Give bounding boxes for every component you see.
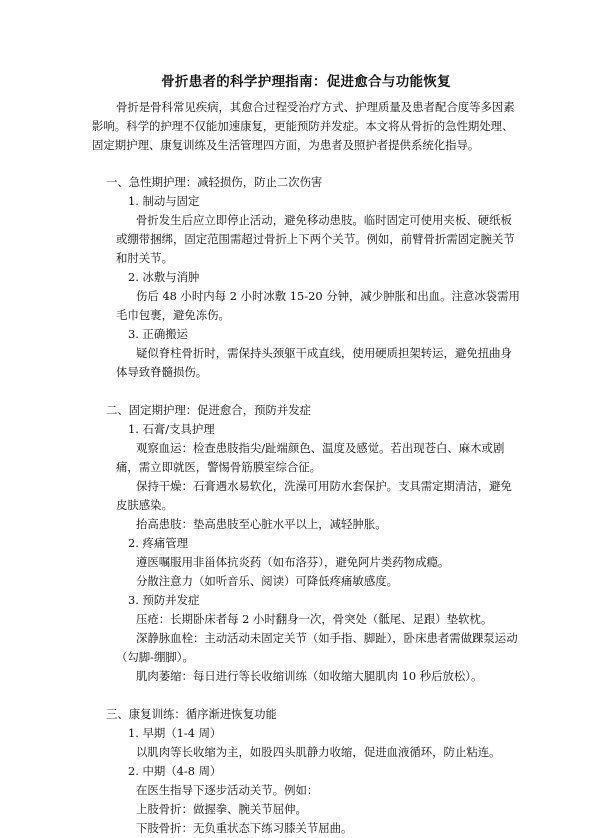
- paragraph: 伤后 48 小时内每 2 小时冰敷 15-20 分钟，减少肿胀和出血。注意冰袋需用毛巾包裹，避免冻伤。: [116, 289, 520, 322]
- paragraph: 抬高患肢：垫高患肢至心脏水平以上，减轻肿胀。: [136, 517, 387, 531]
- subsection-title: 3. 预防并发症: [128, 593, 200, 607]
- paragraph: 疑似脊柱骨折时，需保持头颈躯干成直线，使用硬质担架转运，避免扭曲身体导致脊髓损伤。: [116, 346, 512, 379]
- paragraph: 在医生指导下逐步活动关节。例如：: [136, 783, 319, 797]
- paragraph: 保持干燥：石膏遇水易软化，洗澡可用防水套保护。支具需定期清洁，避免皮肤感染。: [116, 479, 512, 512]
- subsection-title: 1. 制动与固定: [128, 194, 200, 208]
- document-title: 骨折患者的科学护理指南：促进愈合与功能恢复: [161, 74, 451, 90]
- paragraph: 上肢骨折：做握拳、腕关节屈伸。: [136, 802, 307, 816]
- paragraph: 遵医嘱服用非甾体抗炎药（如布洛芬），避免阿片类药物成瘾。: [136, 555, 450, 569]
- subsection-title: 2. 冰敷与消肿: [128, 270, 200, 284]
- paragraph: 压疮：长期卧床者每 2 小时翻身一次，骨突处（骶尾、足跟）垫软枕。: [136, 612, 493, 626]
- subsection-title: 1. 石膏/支具护理: [128, 422, 215, 436]
- section-heading: 二、固定期护理：促进愈合，预防并发症: [106, 403, 312, 417]
- subsection-title: 3. 正确搬运: [128, 327, 189, 341]
- paragraph: 以肌肉等长收缩为主，如股四头肌静力收缩，促进血液循环，防止粘连。: [136, 745, 501, 759]
- intro-paragraph: 骨折是骨科常见疾病，其愈合过程受治疗方式、护理质量及患者配合度等多因素影响。科学的护理不仅能加速康复，更能预防并发症。本文将从骨折的急性期处理、固定期护理、康复训练及生活管理四方面，为患者及照护者提供系统化指导。: [92, 100, 515, 152]
- paragraph: 深静脉血栓：主动活动未固定关节（如手指、脚趾），卧床患者需做踝泵运动（勾脚-绷脚）。: [116, 631, 518, 664]
- paragraph: 骨折发生后应立即停止活动，避免移动患肢。临时固定可使用夹板、硬纸板或绷带捆绑，固定范围需超过骨折上下两个关节。例如，前臂骨折需固定腕关节和肘关节。: [116, 213, 515, 265]
- paragraph: 下肢骨折：无负重状态下练习膝关节屈曲。: [136, 821, 353, 835]
- paragraph: 分散注意力（如听音乐、阅读）可降低疼痛敏感度。: [136, 574, 398, 588]
- subsection-title: 1. 早期（1-4 周）: [128, 726, 222, 740]
- subsection-title: 2. 中期（4-8 周）: [128, 764, 222, 778]
- paragraph: 观察血运：检查患肢指尖/趾端颜色、温度及感觉。若出现苍白、麻木或剧痛，需立即就医，警惕骨筋膜室综合征。: [116, 441, 505, 474]
- section-heading: 三、康复训练：循序渐进恢复功能: [106, 707, 277, 721]
- paragraph: 肌肉萎缩：每日进行等长收缩训练（如收缩大腿肌肉 10 秒后放松）。: [136, 669, 483, 683]
- subsection-title: 2. 疼痛管理: [128, 536, 189, 550]
- section-heading: 一、急性期护理：减轻损伤，防止二次伤害: [106, 175, 323, 189]
